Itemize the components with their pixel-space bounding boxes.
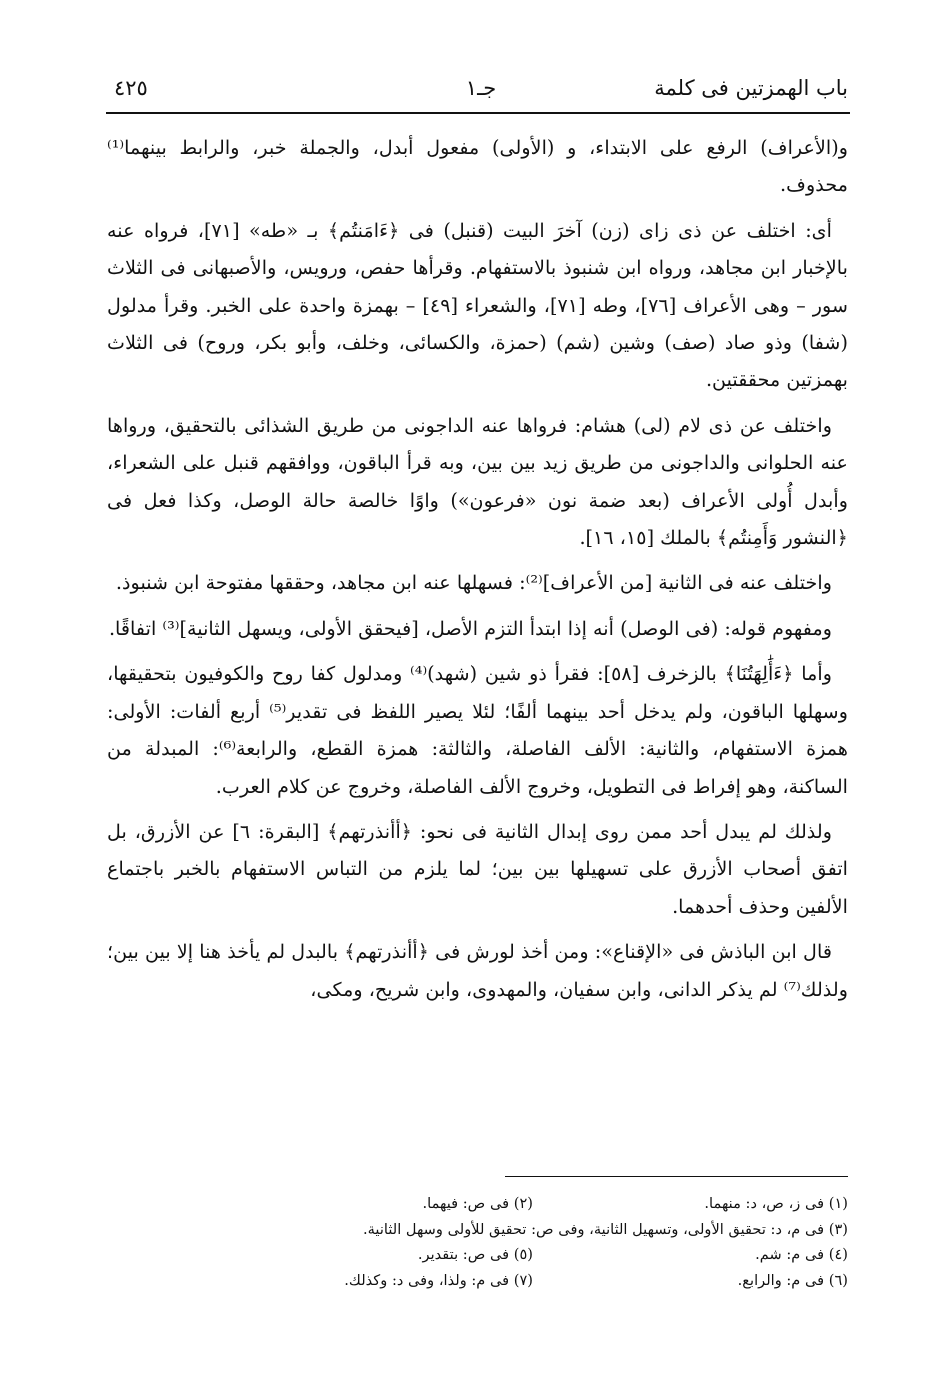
footnote-7: (٧) فى م: ولذا، وفى د: وكذلك. — [344, 1271, 533, 1289]
paragraph-3: واختلف عن ذى لام (لى) هشام: فرواها عنه الداجونى من طريق الشذائى بالتحقيق، ورواها عنه الحلوانى والداجونى من طريق زيد بين بين، وبه قرأ الباقون، ووافقهم قنبل على الشعراء، وأبدل أُولى الأعراف (بعد ضمة نون «فرعون») واوًا خالصة حالة الوصل، وكذا فعل فى ﴿النشور وَأَمِنتُم﴾ بالملك [١٥، ١٦]. — [107, 413, 848, 550]
footnotes — [190, 1191, 848, 1293]
footnote-row — [190, 1217, 848, 1243]
footnote-4: (٤) فى م: شم. — [755, 1246, 848, 1264]
footnote-1: (١) فى ز، ص، د: منهما. — [704, 1195, 848, 1212]
paragraph-1: و(الأعراف) الرفع على الابتداء، و (الأولى) مفعول أبدل، والجملة خبر، والرابط بينهما⁽¹⁾ محذوف. — [107, 136, 848, 197]
paragraph-2: أى: اختلف عن ذى زاى (زن) آخرَ البيت (قنبل) فى ﴿ءَامَنتُم﴾ بـ «طه» [٧١]، فرواه عنه بالإخبار ابن مجاهد، ورواه ابن شنبوذ بالاستفهام. وقرأها حفص، ورويس، والأصبهانى فى الثلاث سور – وهى الأعراف [٧٦]، وطه [٧١]، والشعراء [٤٩] – بهمزة واحدة على الخبر. وقرأ مدلول (شفا) وذو صاد (صف) وشين (شم) (حمزة، والكسائى، وخلف، وأبو بكر، وروح) فى الثلاث بهمزتين محققتين. — [107, 218, 849, 392]
paragraph-8: قال ابن الباذش فى «الإقناع»: ومن أخذ لورش فى ﴿أأنذرتهم﴾ بالبدل لم يأخذ هنا إلا بين بين؛ ولذلك⁽⁷⁾ لم يذكر الدانى، وابن سفيان، والمهدوى، وابن شريح، ومكى، — [107, 940, 848, 1001]
footnote-row — [190, 1268, 848, 1294]
paragraph-4: واختلف عنه فى الثانية [من الأعراف]⁽²⁾: فسهلها عنه ابن مجاهد، وحققها مفتوحة ابن شنبوذ. — [115, 571, 832, 595]
paragraph-6: وأما ﴿ءَأَٰلِهَتُنَا﴾ بالزخرف [٥٨]: فقرأ ذو شين (شهد)⁽⁴⁾ ومدلول كفا روح والكوفيون بتحقيقها، وسهلها الباقون، ولم يدخل أحد بينهما ألفًا؛ لئلا يصير اللفظ فى تقدير⁽⁵⁾ أربع ألفات: الأولى: همزة الاستفهام، والثانية: الألف الفاصلة، والثالثة: همزة القطع، والرابعة⁽⁶⁾: المبدلة من الساكنة، وهو إفراط فى التطويل، وخروج الألف الفاصلة، وخروج عن كلام العرب. — [107, 662, 849, 798]
header-divider — [106, 112, 850, 114]
page-number: ٤٢٥ — [114, 76, 148, 100]
paragraph-7: ولذلك لم يبدل أحد ممن روى إبدال الثانية فى نحو: ﴿أأنذرتهم﴾ [البقرة: ٦] عن الأزرق، بل اتفق أصحاب الأزرق على تسهيلها بين بين؛ لما يلزم من التباس الاستفهام بالخبر باجتماع الألفين وحذف أحدهما. — [107, 819, 848, 918]
volume-label: جـ١ — [465, 76, 497, 100]
footnote-divider — [505, 1176, 848, 1177]
chapter-title: باب الهمزتين فى كلمة — [654, 76, 848, 100]
main-text — [107, 129, 848, 1008]
paragraph-5: ومفهوم قوله: (فى الوصل) أنه إذا ابتدأ التزم الأصل، [فيحقق الأولى، ويسهل الثانية]⁽³⁾ اتفاقًا. — [108, 616, 832, 640]
footnote-row — [190, 1191, 848, 1217]
page-header — [114, 70, 848, 110]
footnote-3: (٣) فى م، د: تحقيق الأولى، وتسهيل الثانية، وفى ص: تحقيق للأولى وسهل الثانية. — [362, 1220, 848, 1238]
footnote-row — [190, 1242, 848, 1268]
footnote-5: (٥) فى ص: بتقدير. — [417, 1246, 533, 1264]
footnote-6: (٦) فى م: والرابع. — [737, 1271, 848, 1289]
footnote-2: (٢) فى ص: فيهما. — [422, 1195, 533, 1212]
